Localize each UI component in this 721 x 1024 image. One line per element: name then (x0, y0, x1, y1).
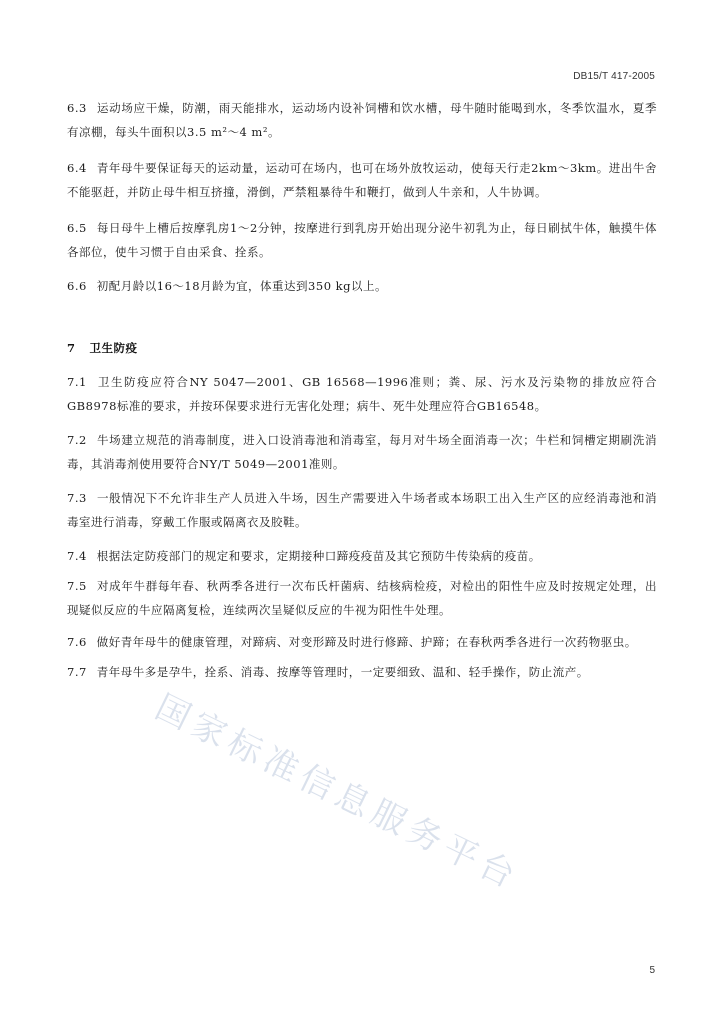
clause-number: 6.4 (67, 161, 87, 175)
clause-number: 7.2 (67, 433, 87, 447)
clause-number: 7.3 (67, 491, 87, 505)
clause-number: 7.1 (67, 375, 87, 389)
clause-6-3 (67, 96, 657, 144)
clause-7-4 (67, 544, 657, 568)
clause-7-6 (67, 630, 657, 654)
section-heading (67, 340, 138, 356)
page-number: 5 (649, 965, 655, 976)
clause-number: 6.3 (67, 101, 87, 115)
clause-text: 根据法定防疫部门的规定和要求，定期接种口蹄疫疫苗及其它预防牛传染病的疫苗。 (96, 549, 541, 563)
clause-text: 牛场建立规范的消毒制度，进入口设消毒池和消毒室，每月对牛场全面消毒一次；牛栏和饲槽定期刷洗消毒，其消毒剂使用要符合NY/T 5049—2001准则。 (67, 433, 657, 471)
platform-watermark: 国家标准信息服务平台 (148, 687, 527, 899)
clause-text: 运动场应干燥，防潮，雨天能排水，运动场内设补饲槽和饮水槽，母牛随时能喝到水，冬季饮温水，夏季有凉棚，每头牛面积以3.5 m²～4 m²。 (67, 101, 657, 139)
section-number: 7 (67, 341, 76, 355)
clause-text: 每日母牛上槽后按摩乳房1～2分钟，按摩进行到乳房开始出现分泌牛初乳为止，每日刷拭牛体，触摸牛体各部位，使牛习惯于自由采食、拴系。 (67, 221, 657, 259)
clause-7-3 (67, 486, 657, 534)
clause-number: 7.4 (67, 549, 87, 563)
clause-text: 青年母牛要保证每天的运动量，运动可在场内，也可在场外放牧运动，使每天行走2km～3km。进出牛舍不能驱赶，并防止母牛相互挤撞，滑倒，严禁粗暴待牛和鞭打，做到人牛亲和，人牛协调。 (67, 161, 657, 199)
section-title: 卫生防疫 (89, 341, 138, 355)
clause-text: 卫生防疫应符合NY 5047—2001、GB 16568—1996准则；粪、尿、污水及污染物的排放应符合GB8978标准的要求，并按环保要求进行无害化处理；病牛、死牛处理应符合GB16548。 (67, 375, 657, 413)
clause-7-1 (67, 370, 657, 418)
clause-number: 7.7 (67, 665, 87, 679)
clause-text: 对成年牛群每年春、秋两季各进行一次布氏杆菌病、结核病检疫，对检出的阳性牛应及时按规定处理，出现疑似反应的牛应隔离复检，连续两次呈疑似反应的牛视为阳性牛处理。 (67, 579, 657, 617)
clause-number: 6.5 (67, 221, 87, 235)
clause-text: 一般情况下不允许非生产人员进入牛场，因生产需要进入牛场者或本场职工出入生产区的应经消毒池和消毒室进行消毒，穿戴工作服或隔离衣及胶鞋。 (67, 491, 657, 529)
standard-code-header: DB15/T 417-2005 (573, 71, 655, 82)
clause-7-2 (67, 428, 657, 476)
clause-7-5 (67, 574, 657, 622)
clause-7-7 (67, 660, 657, 684)
clause-6-5 (67, 216, 657, 264)
clause-text: 青年母牛多是孕牛，拴系、消毒、按摩等管理时，一定要细致、温和、轻手操作，防止流产。 (96, 665, 589, 679)
clause-text: 初配月龄以16～18月龄为宜，体重达到350 kg以上。 (96, 279, 387, 293)
clause-number: 6.6 (67, 279, 87, 293)
clause-text: 做好青年母牛的健康管理，对蹄病、对变形蹄及时进行修蹄、护蹄；在春秋两季各进行一次药物驱虫。 (96, 635, 637, 649)
clause-6-4 (67, 156, 657, 204)
clause-6-6 (67, 274, 657, 298)
clause-number: 7.6 (67, 635, 87, 649)
clause-number: 7.5 (67, 579, 87, 593)
